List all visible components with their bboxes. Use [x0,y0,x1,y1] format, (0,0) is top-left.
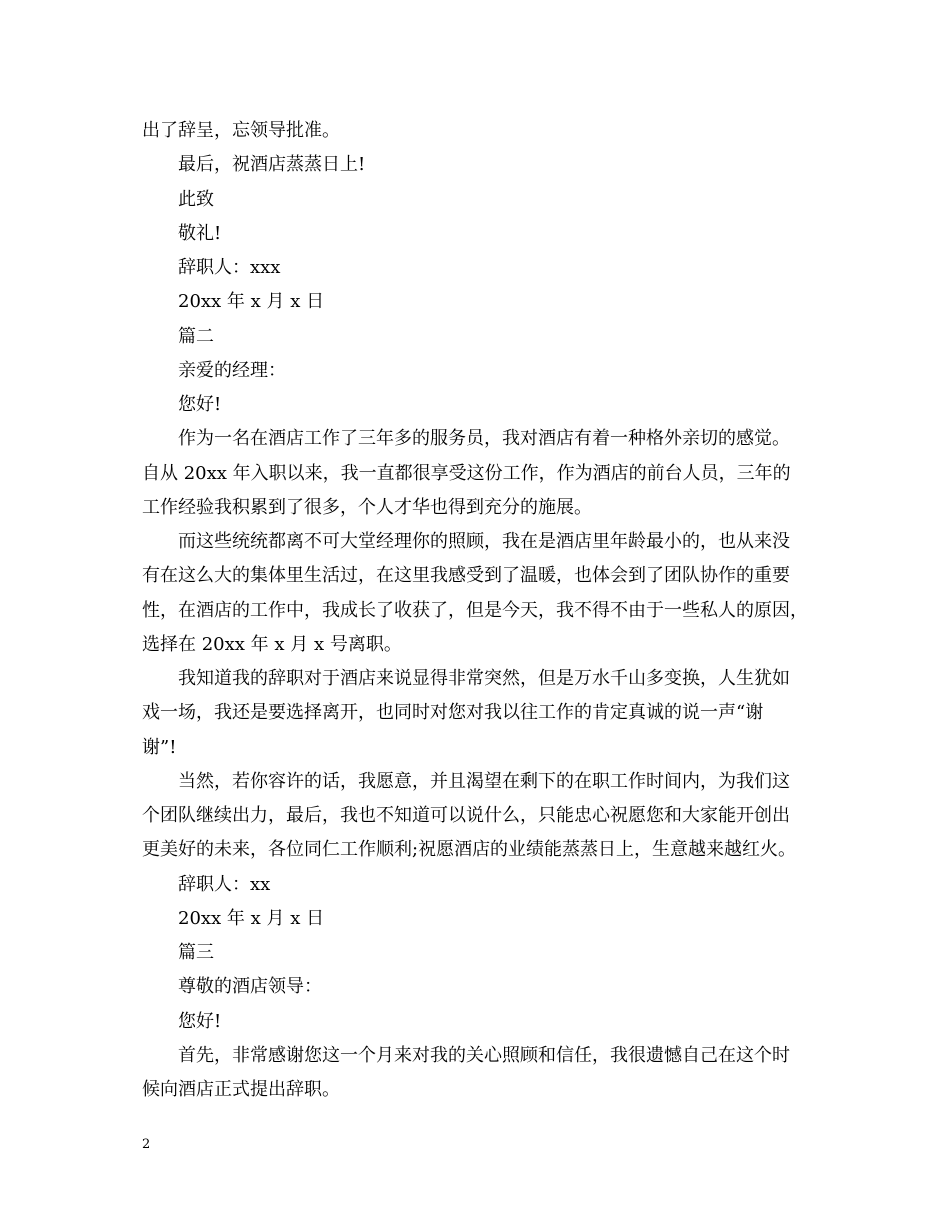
paragraph-line: 选择在 20xx 年 x 月 x 号离职。 [142,633,402,655]
paragraph-line: 最后，祝酒店蒸蒸日上! [178,154,366,176]
paragraph-line: 作为一名在酒店工作了三年多的服务员，我对酒店有着一种格外亲切的感觉。 [178,428,790,450]
paragraph-line: 戏一场，我还是要选择离开，也同时对您对我以往工作的肯定真诚的说一声“谢 [142,702,764,724]
section-heading: 篇二 [178,325,214,347]
paragraph-line: 我知道我的辞职对于酒店来说显得非常突然，但是万水千山多变换，人生犹如 [178,668,790,689]
page-number: 2 [142,1137,151,1152]
paragraph-line: 当然，若你容许的话，我愿意，并且渴望在剩下的在职工作时间内，为我们这 [178,770,790,792]
paragraph-line: 工作经验我积累到了很多，个人才华也得到充分的施展。 [142,496,592,518]
paragraph-line: 谢”! [142,736,177,758]
paragraph-line: 候向酒店正式提出辞职。 [142,1079,340,1100]
closing-line: 此致 [178,188,214,210]
signature-line: 辞职人：xx [178,873,271,895]
paragraph-line: 个团队继续出力，最后，我也不知道可以说什么，只能忠心祝愿您和大家能开创出 [142,805,790,826]
paragraph-line: 出了辞呈，忘领导批准。 [142,120,340,141]
section-heading: 篇三 [178,942,214,963]
salutation-line: 尊敬的酒店领导： [178,976,322,998]
paragraph-line: 更美好的未来，各位同仁工作顺利;祝愿酒店的业绩能蒸蒸日上，生意越来越红火。 [142,839,797,861]
closing-line: 敬礼! [178,222,222,244]
greeting-line: 您好! [178,1010,222,1032]
paragraph-line: 有在这么大的集体里生活过，在这里我感受到了温暖，也体会到了团队协作的重要 [142,565,790,587]
signature-line: 辞职人：xxx [178,257,281,278]
document-body [142,114,814,1107]
date-line: 20xx 年 x 月 x 日 [178,291,325,313]
paragraph-line: 自从 20xx 年入职以来，我一直都很享受这份工作，作为酒店的前台人员，三年的 [142,462,791,484]
paragraph-line: 而这些统统都离不可大堂经理你的照顾，我在是酒店里年龄最小的，也从来没 [178,531,790,552]
paragraph-line: 首先，非常感谢您这一个月来对我的关心照顾和信任，我很遗憾自己在这个时 [178,1044,790,1066]
greeting-line: 您好! [178,394,222,415]
salutation-line: 亲爱的经理： [178,359,286,381]
date-line: 20xx 年 x 月 x 日 [178,907,325,929]
paragraph-line: 性，在酒店的工作中，我成长了收获了，但是今天，我不得不由于一些私人的原因， [142,599,808,621]
